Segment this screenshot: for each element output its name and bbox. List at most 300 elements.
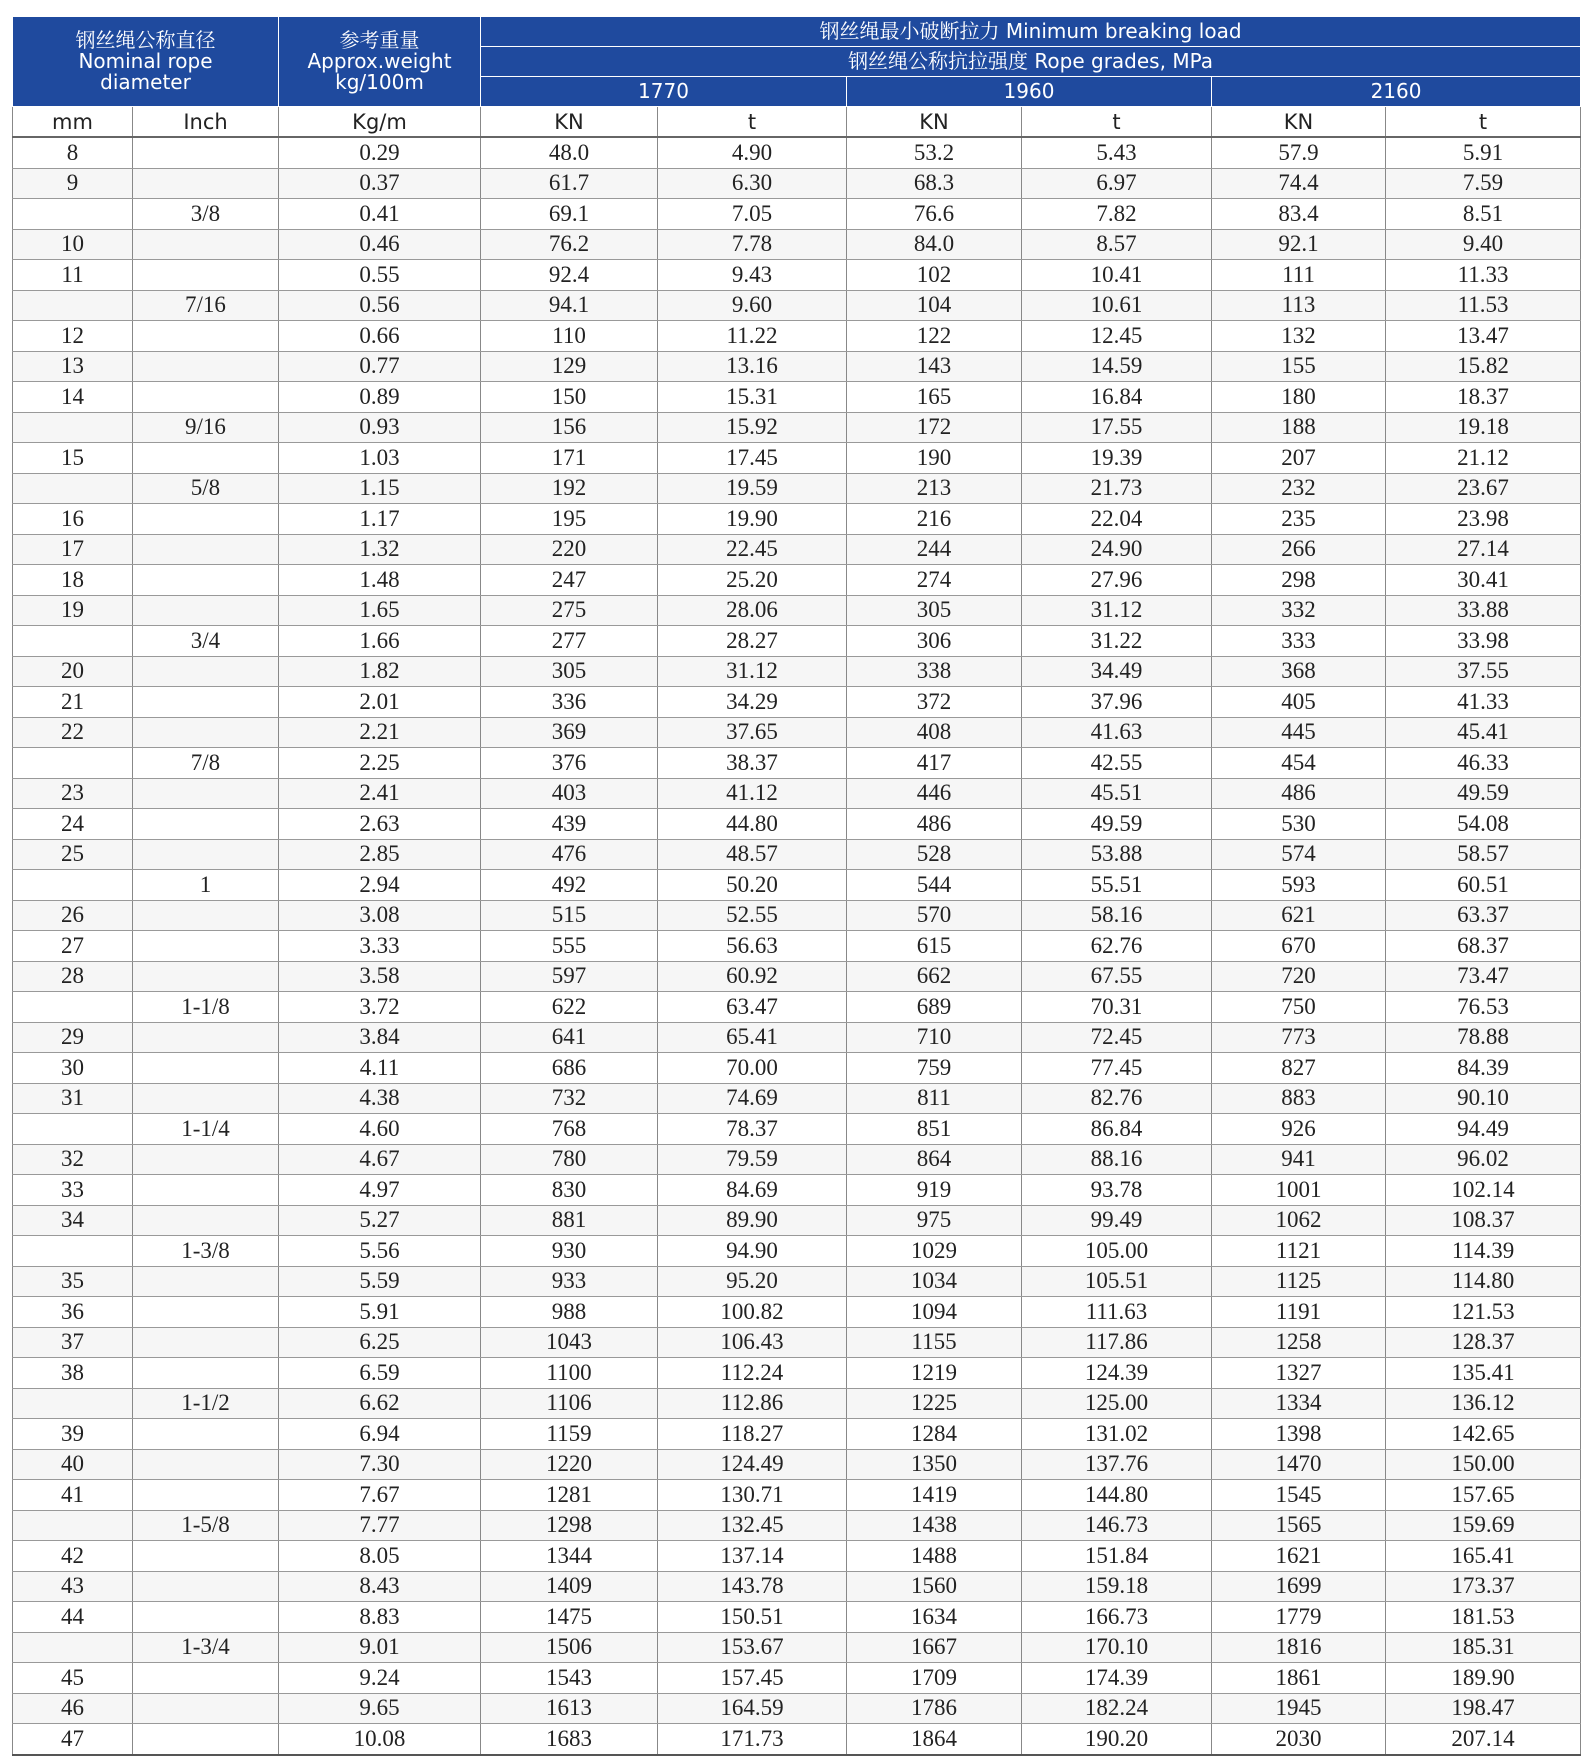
- cell-kn-1770: 220: [481, 534, 658, 565]
- cell-weight: 6.59: [279, 1358, 481, 1389]
- cell-kn-2160: 235: [1212, 504, 1386, 535]
- cell-kn-1770: 1281: [481, 1480, 658, 1511]
- cell-t-1960: 70.31: [1022, 992, 1212, 1023]
- table-row: [13, 1602, 1581, 1633]
- cell-kn-1960: 417: [847, 748, 1022, 779]
- unit-kn-2160: KN: [1212, 107, 1386, 138]
- cell-kn-2160: 750: [1212, 992, 1386, 1023]
- cell-weight: 1.03: [279, 443, 481, 474]
- cell-kn-2160: 333: [1212, 626, 1386, 657]
- cell-mm: 24: [13, 809, 133, 840]
- cell-t-2160: 136.12: [1386, 1388, 1581, 1419]
- cell-t-1960: 17.55: [1022, 412, 1212, 443]
- cell-kn-1960: 1634: [847, 1602, 1022, 1633]
- table-row: [13, 626, 1581, 657]
- cell-mm: [13, 1510, 133, 1541]
- cell-weight: 8.05: [279, 1541, 481, 1572]
- cell-kn-1960: 190: [847, 443, 1022, 474]
- cell-t-2160: 37.55: [1386, 656, 1581, 687]
- cell-t-2160: 60.51: [1386, 870, 1581, 901]
- cell-inch: [133, 1571, 279, 1602]
- cell-t-2160: 9.40: [1386, 229, 1581, 260]
- cell-t-2160: 68.37: [1386, 931, 1581, 962]
- cell-kn-1770: 1475: [481, 1602, 658, 1633]
- cell-kn-1960: 372: [847, 687, 1022, 718]
- cell-weight: 5.91: [279, 1297, 481, 1328]
- cell-kn-1770: 686: [481, 1053, 658, 1084]
- table-row: [13, 870, 1581, 901]
- cell-t-1770: 65.41: [658, 1022, 847, 1053]
- cell-weight: 2.63: [279, 809, 481, 840]
- cell-weight: 5.59: [279, 1266, 481, 1297]
- cell-t-2160: 185.31: [1386, 1632, 1581, 1663]
- cell-t-1770: 31.12: [658, 656, 847, 687]
- cell-t-1960: 41.63: [1022, 717, 1212, 748]
- cell-kn-2160: 1545: [1212, 1480, 1386, 1511]
- cell-t-1960: 6.97: [1022, 168, 1212, 199]
- cell-inch: [133, 168, 279, 199]
- cell-t-2160: 84.39: [1386, 1053, 1581, 1084]
- cell-kn-2160: 773: [1212, 1022, 1386, 1053]
- table-row: [13, 473, 1581, 504]
- cell-kn-1960: 1786: [847, 1693, 1022, 1724]
- table-row: [13, 1236, 1581, 1267]
- cell-mm: 22: [13, 717, 133, 748]
- cell-mm: [13, 870, 133, 901]
- cell-weight: 3.58: [279, 961, 481, 992]
- cell-t-1770: 50.20: [658, 870, 847, 901]
- unit-kn-1770: KN: [481, 107, 658, 138]
- cell-inch: [133, 839, 279, 870]
- cell-inch: [133, 1053, 279, 1084]
- cell-inch: [133, 1358, 279, 1389]
- cell-t-1960: 144.80: [1022, 1480, 1212, 1511]
- cell-mm: 15: [13, 443, 133, 474]
- cell-t-2160: 94.49: [1386, 1114, 1581, 1145]
- cell-t-1770: 34.29: [658, 687, 847, 718]
- table-header: [13, 17, 1581, 138]
- cell-kn-1770: 305: [481, 656, 658, 687]
- cell-t-1960: 159.18: [1022, 1571, 1212, 1602]
- cell-kn-1770: 369: [481, 717, 658, 748]
- cell-kn-1960: 408: [847, 717, 1022, 748]
- cell-weight: 7.67: [279, 1480, 481, 1511]
- cell-t-1960: 67.55: [1022, 961, 1212, 992]
- cell-kn-2160: 1327: [1212, 1358, 1386, 1389]
- cell-weight: 0.89: [279, 382, 481, 413]
- table-row: [13, 137, 1581, 168]
- table-row: [13, 1327, 1581, 1358]
- cell-kn-1770: 76.2: [481, 229, 658, 260]
- cell-kn-1770: 1683: [481, 1724, 658, 1755]
- cell-kn-1770: 403: [481, 778, 658, 809]
- cell-kn-2160: 445: [1212, 717, 1386, 748]
- cell-t-1770: 84.69: [658, 1175, 847, 1206]
- cell-kn-2160: 574: [1212, 839, 1386, 870]
- cell-kn-2160: 621: [1212, 900, 1386, 931]
- cell-kn-1960: 244: [847, 534, 1022, 565]
- cell-t-2160: 41.33: [1386, 687, 1581, 718]
- cell-t-1770: 41.12: [658, 778, 847, 809]
- cell-t-1960: 151.84: [1022, 1541, 1212, 1572]
- cell-t-1770: 56.63: [658, 931, 847, 962]
- cell-inch: 1-3/4: [133, 1632, 279, 1663]
- cell-t-1770: 130.71: [658, 1480, 847, 1511]
- cell-t-1960: 27.96: [1022, 565, 1212, 596]
- cell-kn-1960: 1219: [847, 1358, 1022, 1389]
- cell-kn-2160: 1565: [1212, 1510, 1386, 1541]
- cell-t-2160: 11.53: [1386, 290, 1581, 321]
- cell-kn-2160: 368: [1212, 656, 1386, 687]
- cell-inch: [133, 1541, 279, 1572]
- cell-t-1770: 6.30: [658, 168, 847, 199]
- cell-mm: 13: [13, 351, 133, 382]
- cell-t-1960: 45.51: [1022, 778, 1212, 809]
- cell-kn-1770: 129: [481, 351, 658, 382]
- cell-weight: 0.46: [279, 229, 481, 260]
- cell-t-1770: 13.16: [658, 351, 847, 382]
- cell-kn-2160: 180: [1212, 382, 1386, 413]
- cell-inch: [133, 382, 279, 413]
- cell-kn-1770: 1106: [481, 1388, 658, 1419]
- cell-weight: 4.67: [279, 1144, 481, 1175]
- table-row: [13, 595, 1581, 626]
- cell-kn-1770: 1613: [481, 1693, 658, 1724]
- cell-t-1960: 14.59: [1022, 351, 1212, 382]
- cell-kn-1960: 1284: [847, 1419, 1022, 1450]
- cell-kn-2160: 1861: [1212, 1663, 1386, 1694]
- cell-weight: 1.48: [279, 565, 481, 596]
- cell-kn-1960: 1709: [847, 1663, 1022, 1694]
- unit-t-1770: t: [658, 107, 847, 138]
- cell-t-2160: 108.37: [1386, 1205, 1581, 1236]
- cell-mm: 47: [13, 1724, 133, 1755]
- cell-t-2160: 114.39: [1386, 1236, 1581, 1267]
- cell-t-1770: 44.80: [658, 809, 847, 840]
- cell-kn-1960: 76.6: [847, 199, 1022, 230]
- cell-t-1770: 15.92: [658, 412, 847, 443]
- cell-kn-1770: 1298: [481, 1510, 658, 1541]
- cell-kn-1960: 68.3: [847, 168, 1022, 199]
- cell-mm: 41: [13, 1480, 133, 1511]
- cell-t-1770: 52.55: [658, 900, 847, 931]
- cell-t-1770: 124.49: [658, 1449, 847, 1480]
- cell-kn-1960: 919: [847, 1175, 1022, 1206]
- cell-t-2160: 150.00: [1386, 1449, 1581, 1480]
- cell-mm: [13, 1114, 133, 1145]
- cell-t-1770: 28.27: [658, 626, 847, 657]
- cell-kn-1960: 213: [847, 473, 1022, 504]
- unit-t-1960: t: [1022, 107, 1212, 138]
- cell-t-1770: 60.92: [658, 961, 847, 992]
- cell-weight: 8.43: [279, 1571, 481, 1602]
- cell-mm: 12: [13, 321, 133, 352]
- table-row: [13, 1114, 1581, 1145]
- cell-kn-1770: 1506: [481, 1632, 658, 1663]
- table-row: [13, 687, 1581, 718]
- cell-kn-1960: 102: [847, 260, 1022, 291]
- cell-kn-2160: 111: [1212, 260, 1386, 291]
- cell-t-2160: 121.53: [1386, 1297, 1581, 1328]
- cell-t-1770: 37.65: [658, 717, 847, 748]
- table-row: [13, 839, 1581, 870]
- cell-mm: [13, 626, 133, 657]
- cell-t-1960: 166.73: [1022, 1602, 1212, 1633]
- cell-t-1960: 82.76: [1022, 1083, 1212, 1114]
- cell-kn-1770: 555: [481, 931, 658, 962]
- cell-t-2160: 46.33: [1386, 748, 1581, 779]
- cell-kn-2160: 92.1: [1212, 229, 1386, 260]
- table-row: [13, 168, 1581, 199]
- cell-weight: 2.94: [279, 870, 481, 901]
- table-row: [13, 931, 1581, 962]
- cell-t-2160: 23.98: [1386, 504, 1581, 535]
- cell-t-1960: 125.00: [1022, 1388, 1212, 1419]
- cell-kn-1770: 1543: [481, 1663, 658, 1694]
- cell-t-1770: 28.06: [658, 595, 847, 626]
- cell-inch: [133, 534, 279, 565]
- cell-t-1960: 19.39: [1022, 443, 1212, 474]
- unit-t-2160: t: [1386, 107, 1581, 138]
- cell-kn-2160: 486: [1212, 778, 1386, 809]
- cell-inch: [133, 595, 279, 626]
- cell-inch: [133, 351, 279, 382]
- table-row: [13, 565, 1581, 596]
- cell-kn-1770: 830: [481, 1175, 658, 1206]
- cell-mm: [13, 473, 133, 504]
- cell-weight: 3.08: [279, 900, 481, 931]
- cell-t-1770: 118.27: [658, 1419, 847, 1450]
- table-row: [13, 1083, 1581, 1114]
- cell-t-1960: 49.59: [1022, 809, 1212, 840]
- cell-t-2160: 159.69: [1386, 1510, 1581, 1541]
- cell-kn-2160: 1699: [1212, 1571, 1386, 1602]
- cell-mm: 17: [13, 534, 133, 565]
- cell-weight: 9.24: [279, 1663, 481, 1694]
- cell-mm: 32: [13, 1144, 133, 1175]
- cell-t-1770: 137.14: [658, 1541, 847, 1572]
- cell-kn-2160: 1125: [1212, 1266, 1386, 1297]
- cell-inch: 1-1/2: [133, 1388, 279, 1419]
- cell-mm: 44: [13, 1602, 133, 1633]
- table-row: [13, 656, 1581, 687]
- cell-weight: 4.38: [279, 1083, 481, 1114]
- cell-mm: 34: [13, 1205, 133, 1236]
- table-row: [13, 229, 1581, 260]
- cell-mm: 37: [13, 1327, 133, 1358]
- table-row: [13, 748, 1581, 779]
- cell-t-2160: 58.57: [1386, 839, 1581, 870]
- cell-kn-2160: 57.9: [1212, 137, 1386, 168]
- table-row: [13, 1632, 1581, 1663]
- table-row: [13, 1693, 1581, 1724]
- cell-t-1770: 70.00: [658, 1053, 847, 1084]
- cell-kn-2160: 83.4: [1212, 199, 1386, 230]
- cell-weight: 10.08: [279, 1724, 481, 1755]
- cell-t-1960: 105.00: [1022, 1236, 1212, 1267]
- cell-weight: 1.32: [279, 534, 481, 565]
- cell-t-2160: 165.41: [1386, 1541, 1581, 1572]
- units-row: [13, 107, 1581, 138]
- cell-t-2160: 19.18: [1386, 412, 1581, 443]
- cell-kn-2160: 1779: [1212, 1602, 1386, 1633]
- cell-mm: 40: [13, 1449, 133, 1480]
- cell-t-1770: 164.59: [658, 1693, 847, 1724]
- cell-t-1770: 9.60: [658, 290, 847, 321]
- table-row: [13, 961, 1581, 992]
- table-row: [13, 1266, 1581, 1297]
- cell-kn-1770: 988: [481, 1297, 658, 1328]
- cell-weight: 3.33: [279, 931, 481, 962]
- cell-kn-1960: 615: [847, 931, 1022, 962]
- cell-kn-1960: 216: [847, 504, 1022, 535]
- cell-mm: 10: [13, 229, 133, 260]
- cell-kn-2160: 188: [1212, 412, 1386, 443]
- cell-weight: 6.94: [279, 1419, 481, 1450]
- table-row: [13, 1175, 1581, 1206]
- cell-kn-1960: 759: [847, 1053, 1022, 1084]
- cell-weight: 0.77: [279, 351, 481, 382]
- cell-t-1960: 12.45: [1022, 321, 1212, 352]
- cell-kn-2160: 132: [1212, 321, 1386, 352]
- cell-t-2160: 90.10: [1386, 1083, 1581, 1114]
- cell-kn-1960: 84.0: [847, 229, 1022, 260]
- cell-kn-1960: 172: [847, 412, 1022, 443]
- header-weight-cn: 参考重量: [339, 28, 420, 52]
- cell-inch: [133, 900, 279, 931]
- cell-mm: 18: [13, 565, 133, 596]
- cell-kn-1770: 69.1: [481, 199, 658, 230]
- cell-inch: 1-5/8: [133, 1510, 279, 1541]
- cell-mm: 35: [13, 1266, 133, 1297]
- cell-t-1960: 10.61: [1022, 290, 1212, 321]
- cell-t-1770: 112.24: [658, 1358, 847, 1389]
- table-row: [13, 443, 1581, 474]
- table-row: [13, 1297, 1581, 1328]
- table-row: [13, 1022, 1581, 1053]
- cell-kn-1960: 1034: [847, 1266, 1022, 1297]
- cell-weight: 1.82: [279, 656, 481, 687]
- cell-t-1960: 16.84: [1022, 382, 1212, 413]
- cell-kn-1770: 930: [481, 1236, 658, 1267]
- cell-t-1960: 8.57: [1022, 229, 1212, 260]
- cell-t-2160: 76.53: [1386, 992, 1581, 1023]
- cell-mm: 46: [13, 1693, 133, 1724]
- table-row: [13, 1053, 1581, 1084]
- cell-weight: 6.62: [279, 1388, 481, 1419]
- cell-kn-1770: 277: [481, 626, 658, 657]
- cell-t-1770: 15.31: [658, 382, 847, 413]
- cell-kn-1770: 933: [481, 1266, 658, 1297]
- header-weight-unit: kg/100m: [335, 70, 424, 94]
- cell-mm: 8: [13, 137, 133, 168]
- cell-t-2160: 142.65: [1386, 1419, 1581, 1450]
- cell-kn-1960: 305: [847, 595, 1022, 626]
- cell-kn-1770: 150: [481, 382, 658, 413]
- cell-kn-2160: 1398: [1212, 1419, 1386, 1450]
- cell-kn-1960: 570: [847, 900, 1022, 931]
- cell-inch: [133, 1663, 279, 1694]
- cell-inch: [133, 778, 279, 809]
- cell-kn-1960: 1094: [847, 1297, 1022, 1328]
- cell-inch: [133, 1602, 279, 1633]
- cell-t-2160: 49.59: [1386, 778, 1581, 809]
- table-row: [13, 992, 1581, 1023]
- cell-t-1960: 137.76: [1022, 1449, 1212, 1480]
- cell-t-1770: 78.37: [658, 1114, 847, 1145]
- cell-mm: [13, 1236, 133, 1267]
- cell-t-1770: 22.45: [658, 534, 847, 565]
- cell-t-1960: 190.20: [1022, 1724, 1212, 1755]
- table-row: [13, 412, 1581, 443]
- cell-kn-1770: 597: [481, 961, 658, 992]
- unit-mm: mm: [13, 107, 133, 138]
- rope-spec-table: [12, 16, 1581, 1756]
- cell-t-1960: 86.84: [1022, 1114, 1212, 1145]
- cell-inch: 1-1/8: [133, 992, 279, 1023]
- cell-kn-1960: 274: [847, 565, 1022, 596]
- cell-inch: 1: [133, 870, 279, 901]
- cell-t-2160: 189.90: [1386, 1663, 1581, 1694]
- cell-kn-1960: 811: [847, 1083, 1022, 1114]
- cell-kn-1770: 768: [481, 1114, 658, 1145]
- cell-t-1770: 94.90: [658, 1236, 847, 1267]
- cell-mm: 39: [13, 1419, 133, 1450]
- cell-kn-2160: 1001: [1212, 1175, 1386, 1206]
- cell-kn-1770: 1159: [481, 1419, 658, 1450]
- cell-weight: 1.65: [279, 595, 481, 626]
- cell-kn-2160: 720: [1212, 961, 1386, 992]
- cell-kn-2160: 266: [1212, 534, 1386, 565]
- cell-kn-1960: 53.2: [847, 137, 1022, 168]
- cell-kn-2160: 113: [1212, 290, 1386, 321]
- cell-mm: 33: [13, 1175, 133, 1206]
- table-row: [13, 260, 1581, 291]
- cell-t-1960: 42.55: [1022, 748, 1212, 779]
- cell-kn-1960: 1419: [847, 1480, 1022, 1511]
- cell-kn-1960: 851: [847, 1114, 1022, 1145]
- cell-mm: 28: [13, 961, 133, 992]
- cell-t-1960: 111.63: [1022, 1297, 1212, 1328]
- cell-kn-1770: 48.0: [481, 137, 658, 168]
- table-row: [13, 1388, 1581, 1419]
- cell-kn-1770: 1100: [481, 1358, 658, 1389]
- table-row: [13, 1724, 1581, 1755]
- cell-t-1770: 9.43: [658, 260, 847, 291]
- cell-weight: 4.11: [279, 1053, 481, 1084]
- cell-kn-1770: 476: [481, 839, 658, 870]
- cell-t-2160: 21.12: [1386, 443, 1581, 474]
- cell-inch: [133, 717, 279, 748]
- cell-t-1960: 55.51: [1022, 870, 1212, 901]
- cell-t-1770: 7.78: [658, 229, 847, 260]
- cell-weight: 2.25: [279, 748, 481, 779]
- cell-inch: 3/8: [133, 199, 279, 230]
- cell-t-1960: 10.41: [1022, 260, 1212, 291]
- cell-t-2160: 102.14: [1386, 1175, 1581, 1206]
- cell-inch: 1-3/8: [133, 1236, 279, 1267]
- cell-mm: 43: [13, 1571, 133, 1602]
- unit-inch: Inch: [133, 107, 279, 138]
- rope-spec-table-container: [12, 16, 1580, 1756]
- cell-kn-1770: 247: [481, 565, 658, 596]
- cell-kn-1960: 689: [847, 992, 1022, 1023]
- cell-weight: 0.56: [279, 290, 481, 321]
- cell-mm: [13, 992, 133, 1023]
- cell-kn-1770: 439: [481, 809, 658, 840]
- cell-weight: 0.29: [279, 137, 481, 168]
- cell-kn-2160: 1191: [1212, 1297, 1386, 1328]
